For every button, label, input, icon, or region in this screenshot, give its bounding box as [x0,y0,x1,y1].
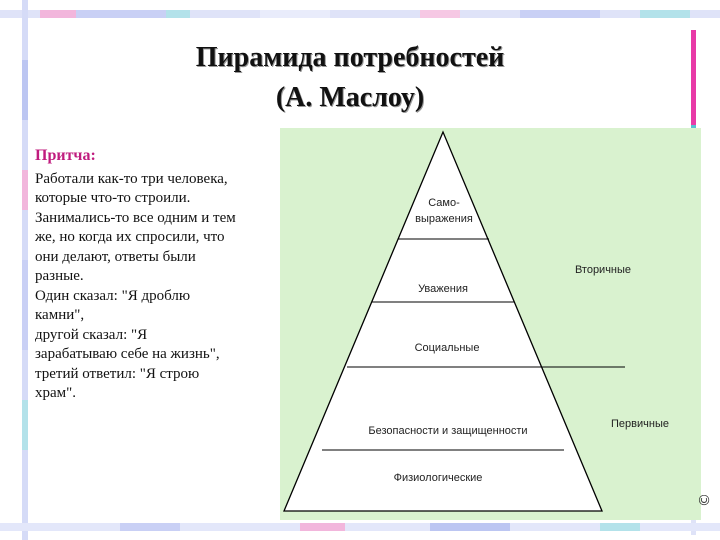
parable-line: же, но когда их спросили, что [35,229,225,245]
parable-line: которые что-то строили. [35,190,191,206]
level-safety: Безопасности и защищенности [368,425,528,437]
parable-line: третий ответил: "Я строю [35,365,200,382]
level-self-expression-line1: Само- [428,197,460,209]
parable-line: Занимались-то все одним и тем [35,209,236,226]
parable-line: они делают, ответы были [35,248,196,265]
parable-line: Один сказал: "Я дроблю [35,287,191,304]
primary-needs-label: Первичные [611,418,669,430]
parable-line: камни", [35,307,85,323]
title-line-2: (А. Маслоу) [275,82,425,113]
secondary-needs-label: Вторичные [574,264,632,276]
parable-line: храм". [35,385,77,401]
parable-line: Работали как-то три человека, [35,170,228,187]
parable-line: разные. [35,268,84,284]
parable-heading: Притча: [35,147,96,164]
copyright-mark: © [697,493,713,507]
title-line-1: Пирамида потребностей [195,42,505,73]
parable-line: зарабатываю себе на жизнь", [35,346,220,362]
level-physiological: Физиологические [393,472,483,484]
level-social: Социальные [414,342,480,354]
parable-line: другой сказал: "Я [35,326,148,343]
level-esteem: Уважения [418,283,468,295]
level-self-expression-line2: выражения [415,213,473,225]
